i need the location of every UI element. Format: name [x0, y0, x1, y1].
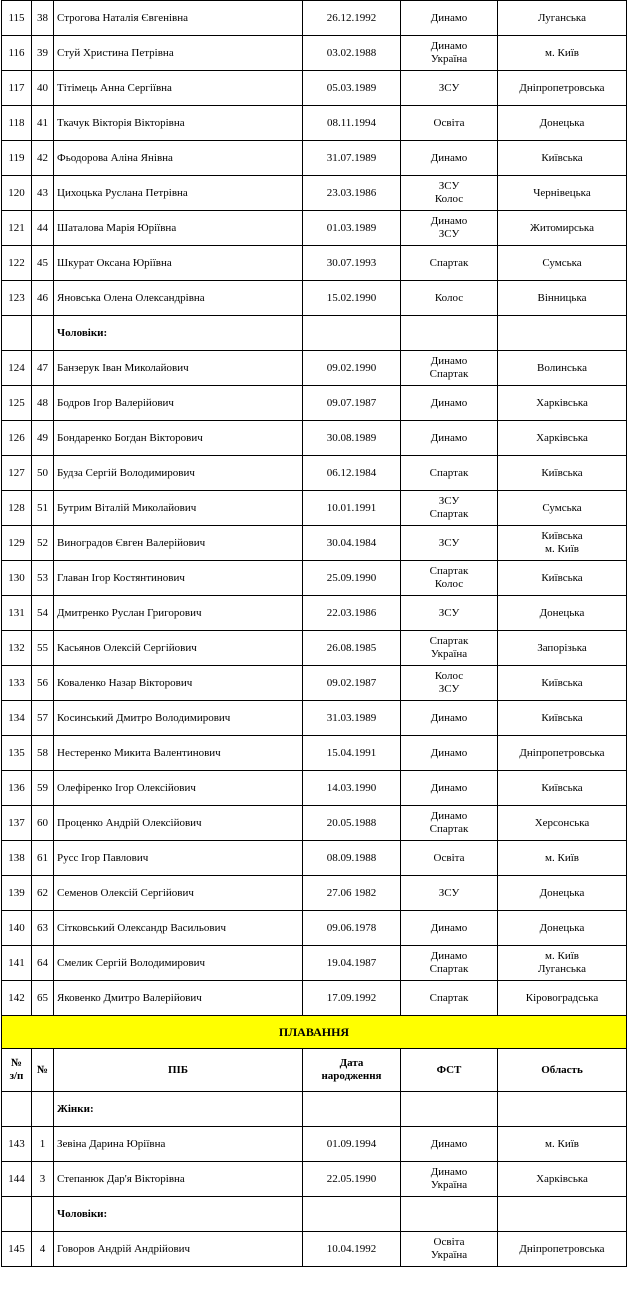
- row-index: 40: [32, 71, 54, 106]
- region: м. Київ: [498, 1127, 627, 1162]
- table-row: [2, 351, 627, 386]
- row-index: 50: [32, 456, 54, 491]
- region: м. Київ Луганська: [498, 946, 627, 981]
- fst-club: Спартак Україна: [401, 631, 498, 666]
- region: Київська: [498, 561, 627, 596]
- section-men-2: [2, 1197, 627, 1232]
- region: Луганська: [498, 1, 627, 36]
- birth-date: 22.05.1990: [303, 1162, 401, 1197]
- athlete-name: Семенов Олексій Сергійович: [54, 876, 303, 911]
- row-index: 41: [32, 106, 54, 141]
- row-number: 141: [2, 946, 32, 981]
- fst-club: Динамо: [401, 141, 498, 176]
- birth-date: 06.12.1984: [303, 456, 401, 491]
- fst-club: Спартак: [401, 456, 498, 491]
- fst-club: Динамо ЗСУ: [401, 211, 498, 246]
- fst-club: Колос ЗСУ: [401, 666, 498, 701]
- athlete-name: Косинський Дмитро Володимирович: [54, 701, 303, 736]
- athlete-name: Стуй Христина Петрівна: [54, 36, 303, 71]
- fst-club: Спартак Колос: [401, 561, 498, 596]
- athlete-name: Коваленко Назар Вікторович: [54, 666, 303, 701]
- fst-club: ЗСУ: [401, 71, 498, 106]
- region: Сумська: [498, 246, 627, 281]
- row-number: 134: [2, 701, 32, 736]
- athlete-name: Зевіна Дарина Юріївна: [54, 1127, 303, 1162]
- birth-date: 30.07.1993: [303, 246, 401, 281]
- athlete-name: Бондаренко Богдан Вікторович: [54, 421, 303, 456]
- row-number: 137: [2, 806, 32, 841]
- row-number: 119: [2, 141, 32, 176]
- fst-club: ЗСУ: [401, 526, 498, 561]
- header-k: №: [32, 1049, 54, 1092]
- fst-club: Динамо: [401, 1127, 498, 1162]
- birth-date: 09.06.1978: [303, 911, 401, 946]
- athletes-table: [1, 0, 627, 1267]
- row-number: 121: [2, 211, 32, 246]
- row-number: 117: [2, 71, 32, 106]
- athlete-name: Будза Сергій Володимирович: [54, 456, 303, 491]
- athlete-name: Нестеренко Микита Валентинович: [54, 736, 303, 771]
- athlete-name: Цихоцька Руслана Петрівна: [54, 176, 303, 211]
- row-index: 63: [32, 911, 54, 946]
- table-row: [2, 421, 627, 456]
- birth-date: 09.02.1990: [303, 351, 401, 386]
- athlete-name: Строгова Наталія Євгенівна: [54, 1, 303, 36]
- fst-club: Освіта: [401, 106, 498, 141]
- region: Донецька: [498, 596, 627, 631]
- birth-date: 31.07.1989: [303, 141, 401, 176]
- birth-date: 20.05.1988: [303, 806, 401, 841]
- row-index: 42: [32, 141, 54, 176]
- row-number: 145: [2, 1232, 32, 1267]
- birth-date: 09.07.1987: [303, 386, 401, 421]
- table-row: [2, 631, 627, 666]
- athlete-name: Яковенко Дмитро Валерійович: [54, 981, 303, 1016]
- header-dob: Дата народження: [303, 1049, 401, 1092]
- table-row: [2, 666, 627, 701]
- table-row: [2, 36, 627, 71]
- region: Донецька: [498, 876, 627, 911]
- region: Київська: [498, 456, 627, 491]
- birth-date: 14.03.1990: [303, 771, 401, 806]
- athlete-name: Степанюк Дар'я Вікторівна: [54, 1162, 303, 1197]
- table-row: [2, 176, 627, 211]
- region: Донецька: [498, 911, 627, 946]
- athlete-name: Бутрим Віталій Миколайович: [54, 491, 303, 526]
- row-number: 128: [2, 491, 32, 526]
- table-row: [2, 561, 627, 596]
- birth-date: 10.04.1992: [303, 1232, 401, 1267]
- fst-club: ЗСУ: [401, 596, 498, 631]
- fst-club: Динамо Спартак: [401, 946, 498, 981]
- fst-club: ЗСУ Спартак: [401, 491, 498, 526]
- row-index: 54: [32, 596, 54, 631]
- fst-club: Динамо Спартак: [401, 806, 498, 841]
- row-index: 52: [32, 526, 54, 561]
- athlete-name: Сітковський Олександр Васильович: [54, 911, 303, 946]
- table-row: [2, 71, 627, 106]
- region: Харківська: [498, 421, 627, 456]
- row-number: 142: [2, 981, 32, 1016]
- birth-date: 08.11.1994: [303, 106, 401, 141]
- row-index: 46: [32, 281, 54, 316]
- region: м. Київ: [498, 36, 627, 71]
- row-number: 129: [2, 526, 32, 561]
- row-number: 139: [2, 876, 32, 911]
- birth-date: 23.03.1986: [303, 176, 401, 211]
- row-index: 47: [32, 351, 54, 386]
- header-number: № з/п: [2, 1049, 32, 1092]
- athlete-name: Тітімець Анна Сергіївна: [54, 71, 303, 106]
- header-region: Область: [498, 1049, 627, 1092]
- row-index: 48: [32, 386, 54, 421]
- rows-swim-men: [2, 1232, 627, 1267]
- rows-women-continued: [2, 1, 627, 316]
- table-row: [2, 1127, 627, 1162]
- fst-club: ЗСУ: [401, 876, 498, 911]
- region: Сумська: [498, 491, 627, 526]
- row-number: 140: [2, 911, 32, 946]
- table-row: [2, 701, 627, 736]
- athlete-name: Олефіренко Ігор Олексійович: [54, 771, 303, 806]
- region: Київська: [498, 771, 627, 806]
- row-number: 116: [2, 36, 32, 71]
- row-number: 138: [2, 841, 32, 876]
- table-row: [2, 246, 627, 281]
- row-number: 131: [2, 596, 32, 631]
- row-index: 39: [32, 36, 54, 71]
- athlete-name: Главан Ігор Костянтинович: [54, 561, 303, 596]
- row-number: 135: [2, 736, 32, 771]
- row-number: 124: [2, 351, 32, 386]
- table-row: [2, 771, 627, 806]
- region: Харківська: [498, 1162, 627, 1197]
- table-row: [2, 211, 627, 246]
- fst-club: Освіта Україна: [401, 1232, 498, 1267]
- region: Житомирська: [498, 211, 627, 246]
- header-fst: ФСТ: [401, 1049, 498, 1092]
- birth-date: 08.09.1988: [303, 841, 401, 876]
- row-index: 43: [32, 176, 54, 211]
- row-number: 126: [2, 421, 32, 456]
- row-number: 127: [2, 456, 32, 491]
- table-row: [2, 491, 627, 526]
- region: Київська: [498, 141, 627, 176]
- athlete-name: Ткачук Вікторія Вікторівна: [54, 106, 303, 141]
- row-index: 55: [32, 631, 54, 666]
- table-row: [2, 1162, 627, 1197]
- birth-date: 19.04.1987: [303, 946, 401, 981]
- athlete-name: Касьянов Олексій Сергійович: [54, 631, 303, 666]
- row-index: 45: [32, 246, 54, 281]
- row-index: 58: [32, 736, 54, 771]
- row-index: 49: [32, 421, 54, 456]
- athlete-name: Шкурат Оксана Юріївна: [54, 246, 303, 281]
- birth-date: 03.02.1988: [303, 36, 401, 71]
- rows-men: [2, 351, 627, 1016]
- row-number: 132: [2, 631, 32, 666]
- section-label: Чоловіки:: [54, 1197, 303, 1232]
- row-index: 51: [32, 491, 54, 526]
- table-header: [2, 1049, 627, 1092]
- athlete-name: Смелик Сергій Володимирович: [54, 946, 303, 981]
- athlete-name: Проценко Андрій Олексійович: [54, 806, 303, 841]
- swimming-block: [2, 1016, 627, 1127]
- athlete-name: Говоров Андрій Андрійович: [54, 1232, 303, 1267]
- table-row: [2, 1232, 627, 1267]
- table-row: [2, 141, 627, 176]
- header-name: ПІБ: [54, 1049, 303, 1092]
- fst-club: Освіта: [401, 841, 498, 876]
- region: Вінницька: [498, 281, 627, 316]
- row-index: 4: [32, 1232, 54, 1267]
- table-row: [2, 596, 627, 631]
- birth-date: 31.03.1989: [303, 701, 401, 736]
- birth-date: 01.09.1994: [303, 1127, 401, 1162]
- region: Волинська: [498, 351, 627, 386]
- table-row: [2, 911, 627, 946]
- athlete-name: Шаталова Марія Юріївна: [54, 211, 303, 246]
- fst-club: Колос: [401, 281, 498, 316]
- birth-date: 05.03.1989: [303, 71, 401, 106]
- region: Херсонська: [498, 806, 627, 841]
- table-row: [2, 386, 627, 421]
- fst-club: Динамо: [401, 386, 498, 421]
- row-number: 133: [2, 666, 32, 701]
- region: Чернівецька: [498, 176, 627, 211]
- row-number: 120: [2, 176, 32, 211]
- row-number: 144: [2, 1162, 32, 1197]
- table-row: [2, 981, 627, 1016]
- fst-club: Динамо: [401, 421, 498, 456]
- athlete-name: Фьодорова Аліна Янівна: [54, 141, 303, 176]
- row-number: 123: [2, 281, 32, 316]
- region: Дніпропетровська: [498, 1232, 627, 1267]
- fst-club: Динамо: [401, 771, 498, 806]
- section-label: Жінки:: [54, 1092, 303, 1127]
- birth-date: 10.01.1991: [303, 491, 401, 526]
- fst-club: Динамо: [401, 736, 498, 771]
- fst-club: Динамо: [401, 911, 498, 946]
- fst-club: Динамо: [401, 1, 498, 36]
- fst-club: ЗСУ Колос: [401, 176, 498, 211]
- table-row: [2, 281, 627, 316]
- athlete-name: Виноградов Євген Валерійович: [54, 526, 303, 561]
- row-index: 3: [32, 1162, 54, 1197]
- birth-date: 30.08.1989: [303, 421, 401, 456]
- table-row: [2, 526, 627, 561]
- athlete-name: Бодров Ігор Валерійович: [54, 386, 303, 421]
- region: Харківська: [498, 386, 627, 421]
- region: Дніпропетровська: [498, 71, 627, 106]
- birth-date: 22.03.1986: [303, 596, 401, 631]
- fst-club: Динамо Україна: [401, 1162, 498, 1197]
- region: Дніпропетровська: [498, 736, 627, 771]
- row-index: 1: [32, 1127, 54, 1162]
- region: Донецька: [498, 106, 627, 141]
- birth-date: 25.09.1990: [303, 561, 401, 596]
- row-index: 57: [32, 701, 54, 736]
- table-row: [2, 841, 627, 876]
- row-index: 60: [32, 806, 54, 841]
- table-row: [2, 876, 627, 911]
- birth-date: 26.12.1992: [303, 1, 401, 36]
- birth-date: 09.02.1987: [303, 666, 401, 701]
- athlete-name: Русс Ігор Павлович: [54, 841, 303, 876]
- table-row: [2, 946, 627, 981]
- athlete-name: Яновська Олена Олександрівна: [54, 281, 303, 316]
- table-row: [2, 806, 627, 841]
- region: Запорізька: [498, 631, 627, 666]
- row-number: 125: [2, 386, 32, 421]
- row-index: 53: [32, 561, 54, 596]
- region: Київська м. Київ: [498, 526, 627, 561]
- birth-date: 15.02.1990: [303, 281, 401, 316]
- row-index: 65: [32, 981, 54, 1016]
- table-row: [2, 106, 627, 141]
- birth-date: 27.06 1982: [303, 876, 401, 911]
- fst-club: Динамо: [401, 701, 498, 736]
- athlete-name: Дмитренко Руслан Григорович: [54, 596, 303, 631]
- row-index: 64: [32, 946, 54, 981]
- row-number: 143: [2, 1127, 32, 1162]
- row-index: 44: [32, 211, 54, 246]
- row-index: 56: [32, 666, 54, 701]
- section-men-1: [2, 316, 627, 351]
- fst-club: Спартак: [401, 981, 498, 1016]
- row-number: 115: [2, 1, 32, 36]
- birth-date: 17.09.1992: [303, 981, 401, 1016]
- birth-date: 30.04.1984: [303, 526, 401, 561]
- fst-club: Динамо Україна: [401, 36, 498, 71]
- row-number: 118: [2, 106, 32, 141]
- row-index: 59: [32, 771, 54, 806]
- row-number: 130: [2, 561, 32, 596]
- athlete-name: Банзерук Іван Миколайович: [54, 351, 303, 386]
- rows-swim-women: [2, 1127, 627, 1197]
- table-row: [2, 456, 627, 491]
- region: Київська: [498, 701, 627, 736]
- region: Київська: [498, 666, 627, 701]
- birth-date: 26.08.1985: [303, 631, 401, 666]
- fst-club: Динамо Спартак: [401, 351, 498, 386]
- row-number: 136: [2, 771, 32, 806]
- row-index: 38: [32, 1, 54, 36]
- region: м. Київ: [498, 841, 627, 876]
- row-index: 61: [32, 841, 54, 876]
- row-number: 122: [2, 246, 32, 281]
- table-row: [2, 1, 627, 36]
- region: Кіровоградська: [498, 981, 627, 1016]
- section-label: Чоловіки:: [54, 316, 303, 351]
- row-index: 62: [32, 876, 54, 911]
- birth-date: 01.03.1989: [303, 211, 401, 246]
- fst-club: Спартак: [401, 246, 498, 281]
- birth-date: 15.04.1991: [303, 736, 401, 771]
- table-row: [2, 736, 627, 771]
- sport-banner: ПЛАВАННЯ: [2, 1016, 627, 1049]
